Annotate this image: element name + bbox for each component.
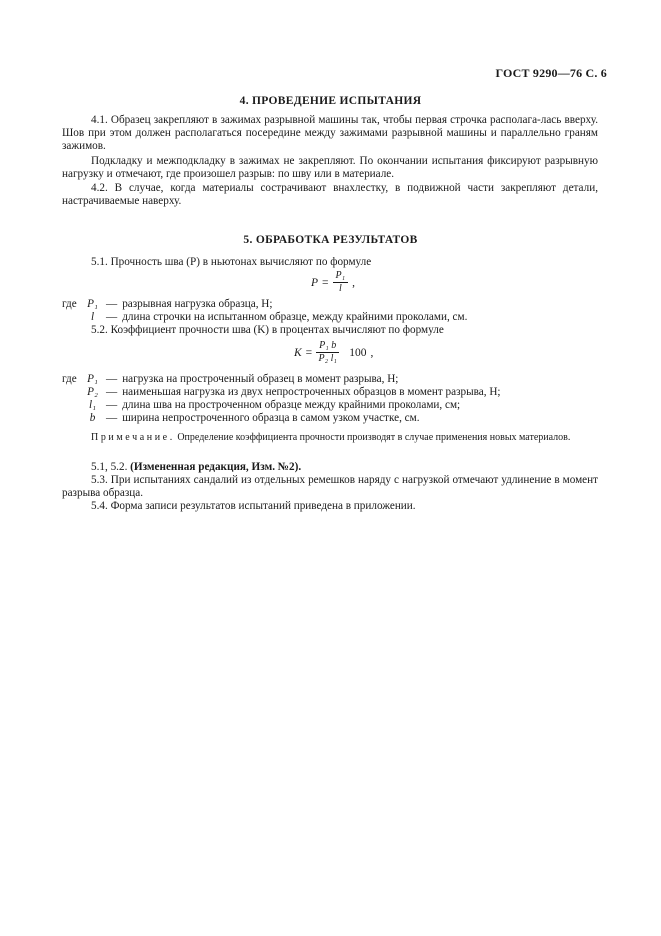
section-5-title: 5. ОБРАБОТКА РЕЗУЛЬТАТОВ bbox=[243, 234, 418, 246]
formula-factor: 100 bbox=[349, 346, 367, 359]
section-4-title: 4. ПРОВЕДЕНИЕ ИСПЫТАНИЯ bbox=[239, 95, 422, 107]
note bbox=[62, 432, 598, 444]
amendment-ref: 5.1, 5.2. bbox=[91, 461, 128, 473]
definition-text: нагрузка на простроченный образец в момент разрыва, Н; bbox=[122, 373, 399, 385]
symbol: P₂ bbox=[87, 386, 98, 398]
symbol: P₁ bbox=[87, 298, 98, 310]
amendment-text: (Измененная редакция, Изм. №2). bbox=[130, 461, 302, 473]
paragraph-4-1: 4.1. Образец закрепляют в зажимах разрывной машины так, чтобы первая строчка располага-лась вверху. Шов при этом должен располагаться посередине между зажимами разрывной машины и параллельно граням зажимов. bbox=[62, 114, 598, 152]
page-header: ГОСТ 9290—76 С. 6 bbox=[495, 66, 607, 80]
definition-row: где P₁ — нагрузка на простроченный образец в момент разрыва, Н; bbox=[62, 373, 399, 385]
symbol: P₁ bbox=[87, 373, 98, 385]
formula-numerator: P₁ bbox=[333, 270, 349, 283]
paragraph-5-1: 5.1. Прочность шва (P) в ньютонах вычисляют по формуле bbox=[91, 256, 372, 268]
amendment-note bbox=[62, 461, 598, 474]
definition-text: разрывная нагрузка образца, Н; bbox=[122, 298, 273, 310]
definition-text: ширина непростроченного образца в самом узком участке, см. bbox=[122, 412, 420, 424]
formula-denominator: l bbox=[338, 283, 342, 294]
symbol: l₁ bbox=[89, 399, 96, 411]
paragraph-4-2: 4.2. В случае, когда материалы сострачивают внахлестку, в подвижной части закрепляют детали, настрачиваемые наверху. bbox=[62, 182, 598, 207]
formula-strength bbox=[311, 270, 355, 295]
paragraph-5-4: 5.4. Форма записи результатов испытаний приведена в приложении. bbox=[91, 500, 416, 512]
paragraph-5-3: 5.3. При испытаниях сандалий из отдельных ремешков наряду с нагрузкой отмечают удлинение в момент разрыва образца. bbox=[62, 474, 598, 499]
symbol: l bbox=[90, 311, 95, 323]
definition-text: длина шва на простроченном образце между крайними проколами, см; bbox=[122, 399, 461, 411]
formula-coefficient bbox=[294, 340, 373, 365]
formula-fraction bbox=[316, 340, 339, 365]
definition-text: наименьшая нагрузка из двух непростроченных образцов в момент разрыва, Н; bbox=[122, 386, 501, 398]
definition-row: b — ширина непростроченного образца в самом узком участке, см. bbox=[62, 412, 622, 425]
definition-row: P₂ — наименьшая нагрузка из двух непростроченных образцов в момент разрыва, Н; bbox=[62, 386, 622, 399]
definition-text: длина строчки на испытанном образце, между крайними проколами, см. bbox=[122, 311, 468, 323]
formula-lhs: P bbox=[311, 276, 319, 289]
paragraph-5-2: 5.2. Коэффициент прочности шва (K) в процентах вычисляют по формуле bbox=[91, 324, 444, 336]
definition-row: l₁ — длина шва на простроченном образце между крайними проколами, см; bbox=[62, 399, 622, 412]
formula-eq: = bbox=[322, 276, 329, 289]
symbol: b bbox=[89, 412, 96, 424]
paragraph-4-1-cont: Подкладку и межподкладку в зажимах не закрепляют. По окончании испытания фиксируют разрывную нагрузку и отмечают, где произошел разрыв: по шву или в материале. bbox=[62, 155, 598, 180]
definition-row: где P₁ — разрывная нагрузка образца, Н; bbox=[62, 298, 273, 310]
note-label: Примечание. bbox=[91, 432, 175, 443]
formula-numerator: P₁ b bbox=[316, 340, 339, 353]
formula-tail: , bbox=[352, 276, 355, 289]
formula-denominator: P₂ l₁ bbox=[318, 353, 337, 364]
formula-fraction bbox=[333, 270, 349, 295]
note-text: Определение коэффициента прочности производят в случае применения новых материалов. bbox=[177, 432, 571, 443]
formula-tail: , bbox=[370, 346, 374, 359]
formula-eq: = bbox=[305, 346, 313, 359]
definition-row: l — длина строчки на испытанном образце, между крайними проколами, см. bbox=[62, 311, 622, 324]
formula-lhs: K bbox=[294, 346, 302, 359]
